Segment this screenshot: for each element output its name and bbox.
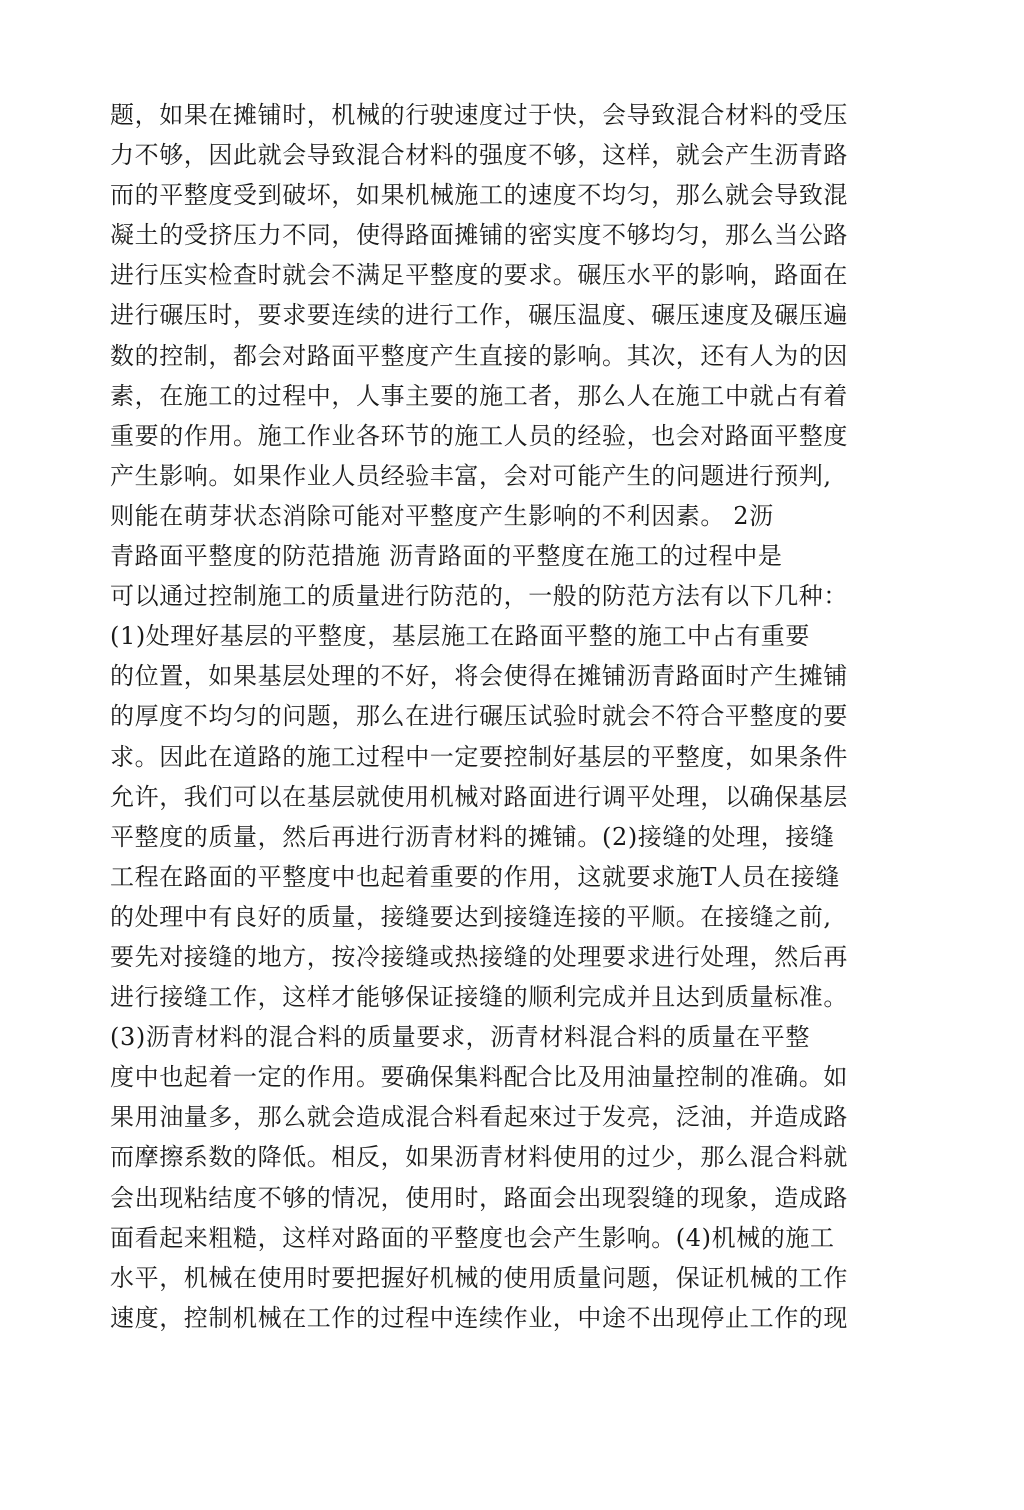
text-line: 速度，控制机械在工作的过程中连续作业，中途不出现停止工作的现 (110, 1303, 848, 1332)
text-line: 凝土的受挤压力不同，使得路面摊铺的密实度不够均匀，那么当公路 (110, 221, 848, 250)
text-line: (1)处理好基层的平整度，基层施工在路面平整的施工中占有重要 (110, 622, 810, 651)
text-line: 素，在施工的过程中，人事主要的施工者，那么人在施工中就占有着 (110, 381, 848, 410)
text-line: 青路面平整度的防范措施 沥青路面的平整度在施工的过程中是 (110, 542, 783, 571)
text-line: 的处理中有良好的质量，接缝要达到接缝连接的平顺。在接缝之前, (110, 902, 832, 931)
text-line: 度中也起着一定的作用。要确保集料配合比及用油量控制的准确。如 (110, 1063, 848, 1092)
text-line: 平整度的质量，然后再进行沥青材料的摊铺。(2)接缝的处理，接缝 (110, 822, 835, 851)
text-line: 水平，机械在使用时要把握好机械的使用质量问题，保证机械的工作 (110, 1263, 848, 1292)
text-line: (3)沥青材料的混合料的质量要求，沥青材料混合料的质量在平整 (110, 1023, 810, 1052)
text-line: 则能在萌芽状态消除可能对平整度产生影响的不利因素。 2沥 (110, 501, 774, 530)
text-line: 工程在路面的平整度中也起着重要的作用，这就要求施T人员在接缝 (110, 862, 841, 891)
text-line: 允许，我们可以在基层就使用机械对路面进行调平处理，以确保基层 (110, 782, 848, 811)
text-line: 产生影响。如果作业人员经验丰富，会对可能产生的问题进行预判, (110, 461, 832, 490)
text-line: 面看起来粗糙，这样对路面的平整度也会产生影响。(4)机械的施工 (110, 1223, 835, 1252)
text-line: 求。因此在道路的施工过程中一定要控制好基层的平整度，如果条件 (110, 742, 848, 771)
text-line: 进行接缝工作，这样才能够保证接缝的顺利完成并且达到质量标准。 (110, 983, 848, 1012)
text-line: 要先对接缝的地方，按冷接缝或热接缝的处理要求进行处理，然后再 (110, 942, 848, 971)
text-line: 而摩擦系数的降低。相反，如果沥青材料使用的过少，那么混合料就 (110, 1143, 848, 1172)
text-line: 重要的作用。施工作业各环节的施工人员的经验，也会对路面平整度 (110, 421, 848, 450)
text-line: 会出现粘结度不够的情况，使用时，路面会出现裂缝的现象，造成路 (110, 1183, 848, 1212)
text-line: 果用油量多，那么就会造成混合料看起來过于发亮，泛油，并造成路 (110, 1103, 848, 1132)
text-line: 的位置，如果基层处理的不好，将会使得在摊铺沥青路面时产生摊铺 (110, 662, 848, 691)
text-line: 而的平整度受到破坏，如果机械施工的速度不均匀，那么就会导致混 (110, 181, 848, 210)
text-line: 数的控制，都会对路面平整度产生直接的影响。其次，还有人为的因 (110, 341, 848, 370)
text-line: 进行碾压时，要求要连续的进行工作，碾压温度、碾压速度及碾压遍 (110, 301, 848, 330)
text-line: 进行压实检查时就会不满足平整度的要求。碾压水平的影响，路面在 (110, 261, 848, 290)
body-text (110, 95, 910, 1338)
text-line: 的厚度不均匀的问题，那么在进行碾压试验时就会不符合平整度的要 (110, 702, 848, 731)
text-line: 可以通过控制施工的质量进行防范的，一般的防范方法有以下几种： (110, 582, 848, 611)
text-line: 题，如果在摊铺时，机械的行驶速度过于快，会导致混合材料的受压 (110, 101, 848, 129)
text-line: 力不够，因此就会导致混合材料的强度不够，这样，就会产生沥青路 (110, 141, 848, 170)
